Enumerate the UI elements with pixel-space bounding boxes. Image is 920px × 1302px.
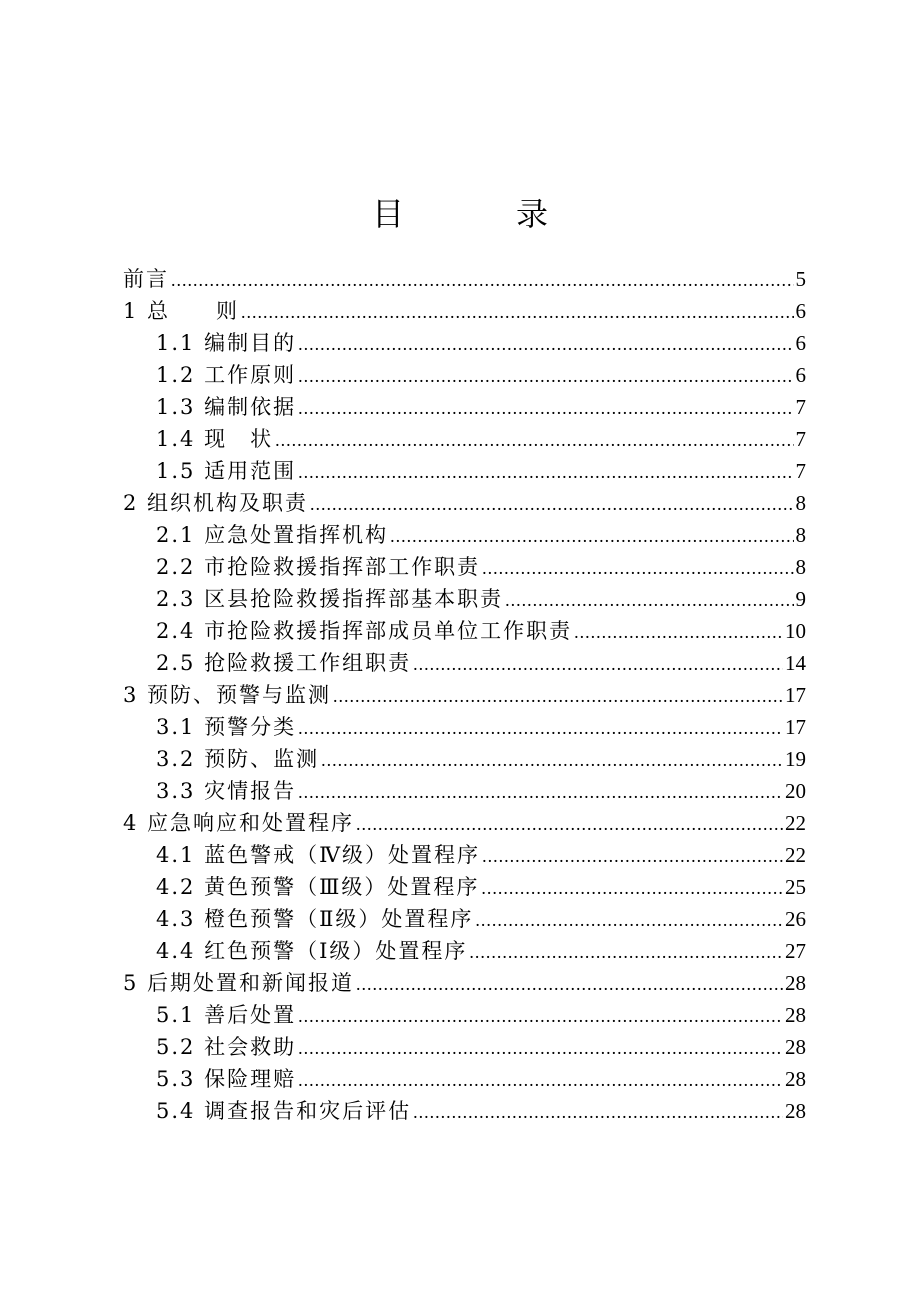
toc-dot-leader [275,424,793,456]
toc-entry-page-number: 5 [795,267,806,291]
toc-entry[interactable] [123,679,806,711]
toc-entry[interactable] [123,487,806,519]
toc-dot-leader [298,360,793,392]
toc-entry[interactable] [123,1095,806,1127]
toc-entry-page-number: 28 [785,1067,806,1091]
toc-entry-label: 2.1 应急处置指挥机构 [156,523,389,547]
toc-entry[interactable] [123,583,806,615]
toc-entry-label: 3 预防、预警与监测 [123,683,332,707]
toc-dot-leader [321,744,783,776]
toc-entry-label: 3.3 灾情报告 [156,779,297,803]
toc-entry[interactable] [123,615,806,647]
toc-entry-page-number: 7 [795,395,806,419]
page-title: 目 录 [371,195,588,233]
toc-entry[interactable] [123,423,806,455]
table-of-contents [123,263,806,1127]
toc-entry-label: 5 后期处置和新闻报道 [123,971,355,995]
toc-entry-label: 2.4 市抢险救援指挥部成员单位工作职责 [156,619,573,643]
toc-entry-page-number: 22 [785,843,806,867]
toc-entry-label: 4.2 黄色预警（Ⅲ级）处置程序 [156,875,480,899]
toc-entry-label: 4.1 蓝色警戒（Ⅳ级）处置程序 [156,843,481,867]
toc-entry-page-number: 28 [785,971,806,995]
toc-entry-page-number: 7 [795,459,806,483]
toc-entry-label: 1.2 工作原则 [156,363,297,387]
toc-dot-leader [171,264,794,296]
toc-entry-label: 4.3 橙色预警（Ⅱ级）处置程序 [156,907,474,931]
toc-dot-leader [390,520,793,552]
toc-entry-page-number: 27 [785,939,806,963]
toc-entry[interactable] [123,359,806,391]
toc-entry[interactable] [123,807,806,839]
toc-entry-page-number: 28 [785,1003,806,1027]
toc-dot-leader [298,776,783,808]
toc-entry-page-number: 17 [785,683,806,707]
toc-entry[interactable] [123,743,806,775]
toc-dot-leader [481,872,783,904]
toc-entry[interactable] [123,935,806,967]
toc-entry-page-number: 9 [795,587,806,611]
toc-dot-leader [413,648,783,680]
toc-entry-label: 1.3 编制依据 [156,395,297,419]
toc-entry-label: 5.2 社会救助 [156,1035,297,1059]
toc-entry-page-number: 8 [795,491,806,515]
toc-entry[interactable] [123,551,806,583]
toc-entry[interactable] [123,903,806,935]
toc-dot-leader [356,808,783,840]
toc-entry-label: 1 总 则 [123,299,240,323]
toc-entry-page-number: 10 [785,619,806,643]
toc-entry[interactable] [123,1031,806,1063]
toc-dot-leader [333,680,783,712]
toc-dot-leader [469,936,783,968]
toc-dot-leader [298,392,793,424]
toc-entry-page-number: 6 [795,363,806,387]
toc-entry-label: 5.3 保险理赔 [156,1067,297,1091]
toc-entry-label: 4.4 红色预警（Ⅰ级）处置程序 [156,939,468,963]
toc-dot-leader [482,840,783,872]
toc-entry[interactable] [123,999,806,1031]
toc-entry-page-number: 26 [785,907,806,931]
toc-dot-leader [356,968,783,1000]
toc-entry-label: 3.1 预警分类 [156,715,297,739]
toc-entry[interactable] [123,263,806,295]
toc-dot-leader [574,616,783,648]
toc-dot-leader [298,1064,783,1096]
toc-entry-page-number: 25 [785,875,806,899]
toc-entry-label: 5.1 善后处置 [156,1003,297,1027]
toc-entry-label: 4 应急响应和处置程序 [123,811,355,835]
toc-entry[interactable] [123,647,806,679]
toc-entry-page-number: 28 [785,1099,806,1123]
toc-entry[interactable] [123,871,806,903]
toc-entry[interactable] [123,1063,806,1095]
toc-dot-leader [298,1032,783,1064]
toc-dot-leader [298,456,793,488]
toc-dot-leader [310,488,793,520]
toc-dot-leader [298,1000,783,1032]
toc-entry-page-number: 6 [795,299,806,323]
toc-entry-label: 2.3 区县抢险救援指挥部基本职责 [156,587,504,611]
toc-entry[interactable] [123,327,806,359]
toc-dot-leader [475,904,783,936]
toc-entry-label: 前言 [123,267,169,291]
toc-entry-label: 2.2 市抢险救援指挥部工作职责 [156,555,481,579]
toc-entry-page-number: 22 [785,811,806,835]
toc-entry-page-number: 7 [795,427,806,451]
toc-entry-page-number: 28 [785,1035,806,1059]
toc-dot-leader [413,1096,783,1128]
toc-entry-label: 3.2 预防、监测 [156,747,320,771]
toc-entry-label: 1.4 现 状 [156,427,274,451]
toc-entry-page-number: 17 [785,715,806,739]
toc-entry-label: 2.5 抢险救援工作组职责 [156,651,412,675]
toc-entry-page-number: 8 [795,523,806,547]
toc-entry[interactable] [123,455,806,487]
toc-entry-page-number: 14 [785,651,806,675]
toc-entry[interactable] [123,391,806,423]
toc-dot-leader [505,584,793,616]
toc-entry[interactable] [123,295,806,327]
toc-entry-page-number: 8 [795,555,806,579]
toc-entry[interactable] [123,519,806,551]
toc-dot-leader [298,712,783,744]
toc-entry-page-number: 6 [795,331,806,355]
toc-entry-label: 1.1 编制目的 [156,331,297,355]
toc-entry-label: 2 组织机构及职责 [123,491,309,515]
toc-entry[interactable] [123,775,806,807]
toc-entry-label: 5.4 调查报告和灾后评估 [156,1099,412,1123]
toc-entry[interactable] [123,967,806,999]
toc-entry[interactable] [123,711,806,743]
toc-entry-page-number: 20 [785,779,806,803]
toc-entry-page-number: 19 [785,747,806,771]
toc-dot-leader [298,328,793,360]
toc-entry-label: 1.5 适用范围 [156,459,297,483]
toc-entry[interactable] [123,839,806,871]
toc-dot-leader [482,552,793,584]
toc-dot-leader [241,296,793,328]
